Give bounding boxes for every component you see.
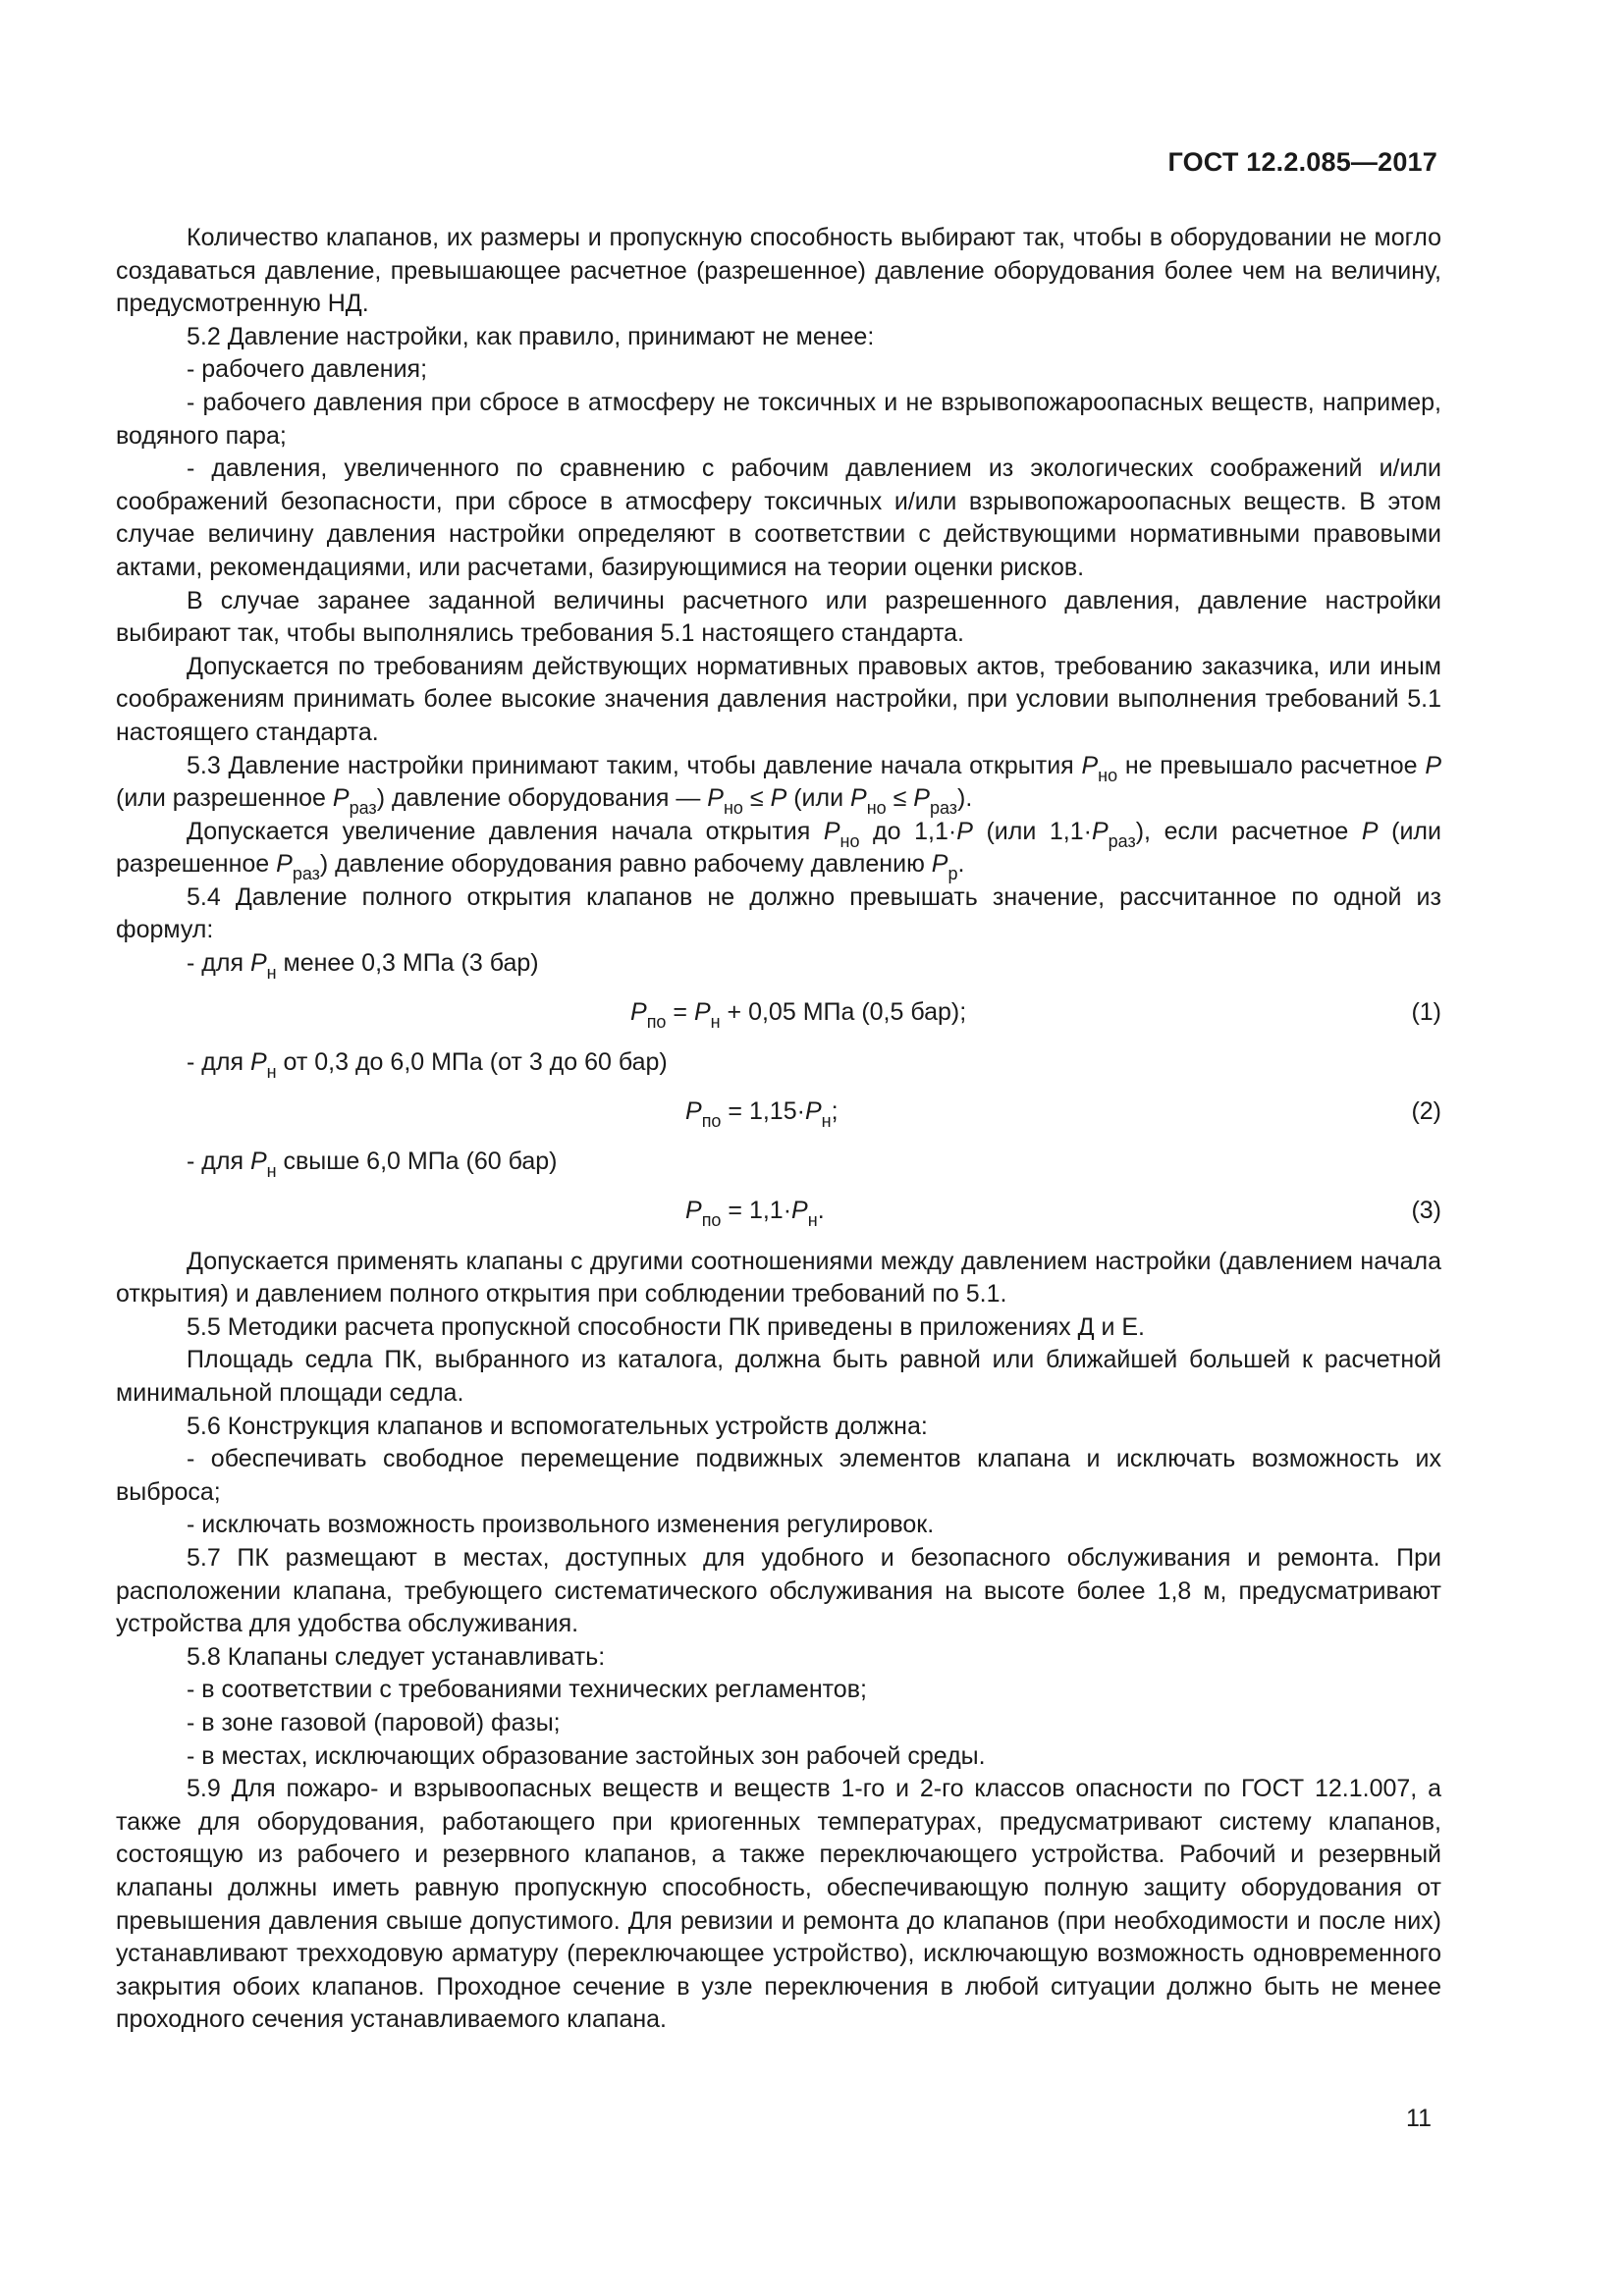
- paragraph-preset-pressure: В случае заранее заданной величины расчетного или разрешенного давления, давление настройки выбирают так, чтобы выполнялись требования 5.1 настоящего стандарта.: [116, 586, 1441, 648]
- paragraph-5-7: 5.7 ПК размещают в местах, доступных для удобного и безопасного обслуживания и ремонта. При расположении клапана, требующего систематического обслуживания на высоте более 1,8 м, предусматривают устройства для удобства обслуживания.: [116, 1543, 1441, 1638]
- paragraph-5-2: 5.2 Давление настройки, как правило, принимают не менее:: [187, 322, 875, 350]
- list-item-no-adjustment-change: - исключать возможность произвольного изменения регулировок.: [187, 1511, 935, 1539]
- condition-0-3-to-6: - для $P_н$ от 0,3 до 6,0 МПа (от 3 до 60 бар): [187, 1048, 668, 1083]
- paragraph-5-3: 5.3 Давление настройки принимают таким, чтобы давление начала открытия $P_{но}$ не превышало расчетное P (или разрешенное $P_{раз}$) давление оборудования — $P_{но} \le P$ (или $P_{но} \le P_{раз}$).: [116, 751, 1441, 819]
- document-header: ГОСТ 12.2.085—2017: [1167, 147, 1437, 177]
- document-body: [116, 222, 1441, 2037]
- formula-1: $P_{по} = P_н + 0,05$ МПа (0,5 бар); (1): [630, 997, 1441, 1032]
- list-item-free-movement: - обеспечивать свободное перемещение подвижных элементов клапана и исключать возможность их выброса;: [116, 1445, 1441, 1506]
- list-item-no-stagnant-zones: - в местах, исключающих образование застойных зон рабочей среды.: [187, 1741, 986, 1770]
- list-item-working-pressure: - рабочего давления;: [187, 355, 428, 384]
- condition-above-6: - для $P_н$ свыше 6,0 МПа (60 бар): [187, 1148, 558, 1182]
- formula-number: (2): [1411, 1096, 1441, 1125]
- formula-2: $P_{по} = 1,15\cdot P_н$; (2): [685, 1096, 1441, 1131]
- page-number: 11: [1406, 2105, 1432, 2132]
- paragraph-valve-count: Количество клапанов, их размеры и пропускную способность выбирают так, чтобы в оборудовании не могло создаваться давление, превышающее расчетное (разрешенное) давление оборудования более чем на величину, предусмотренную НД.: [116, 224, 1441, 318]
- list-item-gas-phase: - в зоне газовой (паровой) фазы;: [187, 1708, 561, 1736]
- paragraph-seat-area: Площадь седла ПК, выбранного из каталога, должна быть равной или ближайшей большей к расчетной минимальной площади седла.: [116, 1346, 1441, 1407]
- paragraph-5-9: 5.9 Для пожаро- и взрывоопасных веществ и веществ 1-го и 2-го классов опасности по ГОСТ 12.1.007, а также для оборудования, работающего при криогенных температурах, предусматривают систему клапанов, состоящую из рабочего и резервного клапанов, а также переключающего устройства. Рабочий и резервный клапаны должны иметь равную пропускную способность, обеспечивающую полную защиту оборудования от превышения давления свыше допустимого. Для ревизии и ремонта до клапанов (при необходимости и после них) устанавливают трехходовую арматуру (переключающее устройство), исключающую возможность одновременного закрытия обоих клапанов. Проходное сечение в узле переключения в любой ситуации должно быть не менее проходного сечения устанавливаемого клапана.: [116, 1775, 1441, 2034]
- list-item-toxic-release: - давления, увеличенного по сравнению с рабочим давлением из экологических соображений и/или соображений безопасности, при сбросе в атмосферу токсичных и/или взрывопожароопасных веществ. В этом случае величину давления настройки определяют в соответствии с действующими нормативными правовыми актами, рекомендациями, или расчетами, базирующимися на теории оценки рисков.: [116, 454, 1441, 581]
- paragraph-5-6: 5.6 Конструкция клапанов и вспомогательных устройств должна:: [187, 1412, 928, 1440]
- paragraph-opening-increase: Допускается увеличение давления начала открытия $P_{но}$ до 1,1·P (или $1,1\cdot P_{раз}$), если расчетное P (или разрешенное $P_{раз}$) давление оборудования равно рабочему давлению $P_р$.: [116, 817, 1441, 884]
- paragraph-other-ratios: Допускается применять клапаны с другими соотношениями между давлением настройки (давлением начала открытия) и давлением полного открытия при соблюдении требований по 5.1.: [116, 1247, 1441, 1308]
- list-item-non-toxic-release: - рабочего давления при сбросе в атмосферу не токсичных и не взрывопожароопасных веществ, например, водяного пара;: [116, 388, 1441, 450]
- paragraph-5-5: 5.5 Методики расчета пропускной способности ПК приведены в приложениях Д и Е.: [187, 1312, 1145, 1341]
- list-item-regulations: - в соответствии с требованиями технических регламентов;: [187, 1676, 867, 1704]
- formula-number: (1): [1411, 997, 1441, 1026]
- condition-below-0-3: - для $P_н$ менее 0,3 МПа (3 бар): [187, 949, 539, 984]
- paragraph-5-8: 5.8 Клапаны следует устанавливать:: [187, 1642, 606, 1671]
- paragraph-higher-setting: Допускается по требованиям действующих нормативных правовых актов, требованию заказчика, или иным соображениям принимать более высокие значения давления настройки, при условии выполнения требований 5.1 настоящего стандарта.: [116, 652, 1441, 746]
- formula-number: (3): [1411, 1197, 1441, 1225]
- paragraph-5-4: 5.4 Давление полного открытия клапанов не должно превышать значение, рассчитанное по одной из формул:: [116, 882, 1441, 944]
- formula-3: $P_{по} = 1,1\cdot P_н$. (3): [685, 1197, 1441, 1231]
